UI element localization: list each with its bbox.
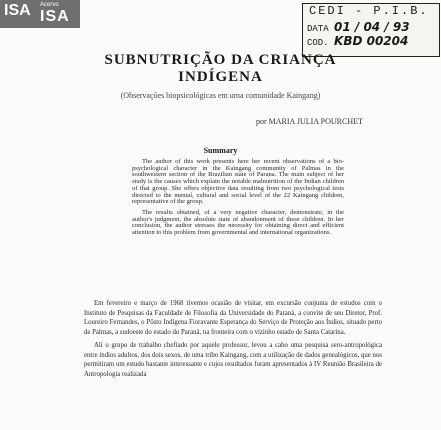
body-paragraph: Ali o grupo de trabalho chefiado por aquele professor, levou a cabo uma pesquisa sero-antropológica entre índios adultos, dos dois sexos, de uma tribo Kaingang, com a utilização de dados genealógicos, que nos permitiram um estudo bastante interessante e cujos resultados foram apresentados à IV Reunião Brasileira de Antropologia realizada	[84, 341, 382, 378]
stamp-date-label: DATA	[307, 24, 329, 34]
body-text	[84, 299, 382, 383]
author-byline: por MARIA JULIA POURCHET	[256, 117, 363, 126]
stamp-cod-value: KBD 00204	[334, 34, 409, 48]
logo-small-text: Acervo	[40, 2, 59, 8]
article-title-line-1: SUBNUTRIÇÃO DA CRIANÇA	[104, 52, 337, 68]
stamp-cod-label: COD.	[307, 38, 329, 48]
stamp-date-value: 01 / 04 / 93	[334, 20, 410, 34]
logo-mark: ISA	[4, 2, 31, 19]
stamp-header: CEDI - P.I.B.	[309, 4, 429, 18]
logo-big-text: ISA	[40, 8, 70, 25]
summary-heading: Summary	[203, 146, 238, 155]
article-subtitle: (Observações biopsicológicas em uma comunidade Kaingang)	[120, 91, 321, 100]
archive-stamp	[302, 3, 440, 57]
acervo-isa-logo	[0, 0, 80, 28]
abstract-paragraph: The results obtained, of a very negative character, demonstrate, in the author's judgment, the absolute state of abandonment of these children. In her conclusion, the author stresses the necessity for obtaining direct and efficient attention to this problem from governmental and international organizations.	[132, 208, 344, 237]
body-paragraph: Em fevereiro e março de 1968 tivemos ocasião de visitar, em excursão conjunta de estudos com o Instituto de Pesquisas da Faculdade de Filosofia da Universidade do Paraná, a convite de seu Diretor, Prof. Loureiro Fernandes, o Pôsto Indígena Fioravante Esperança do Serviço de Proteção aos Índios, situado perto de Palmas, a sudoeste do estado do Paraná, na fronteira com o vizinho estado de Santa Catarina.	[84, 300, 382, 337]
stamp-cod-row	[307, 35, 408, 50]
abstract-paragraph: The author of this work presents here her recent observations of a bio-psychological character in the Kaingang community of Palmas in the southwestern section of the Brazilian state of Parana. The main subject of her study is the causes which explain the notable malnutrition of the Indian children of that group. She offers objective data resulting from two psychological tests directed to the mental, cultural and social level of the 22 Kaingang children, representative of the group.	[132, 158, 344, 206]
article-title-line-2: INDÍGENA	[178, 69, 263, 85]
abstract	[132, 159, 344, 241]
